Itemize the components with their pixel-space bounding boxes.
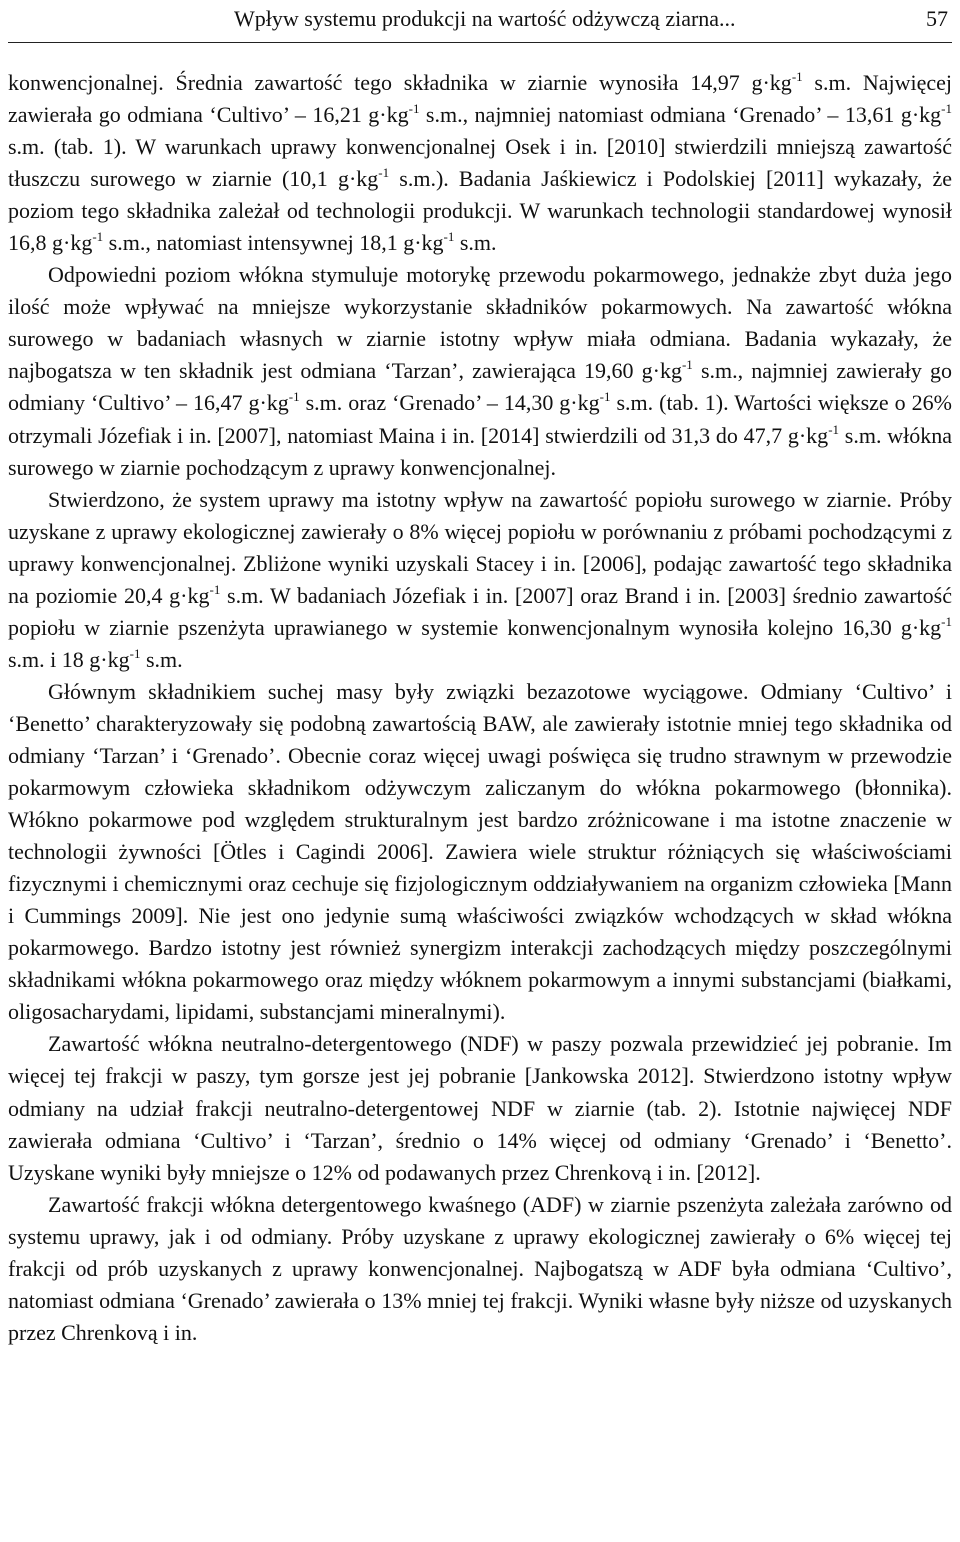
paragraph <box>8 1028 952 1188</box>
unit-exponent: -1 <box>941 101 952 117</box>
unit-exponent: -1 <box>378 165 390 181</box>
unit-exponent: -1 <box>828 421 840 437</box>
text-run: Zawartość frakcji włókna detergentowego kwaśnego (ADF) w ziarnie pszenżyta zależała zarówno od systemu uprawy, jak i od odmiany. Próby uzyskane z uprawy ekologicznej zawierały o 6% więcej tej frakcji od prób uzyskanych z uprawy konwencjonalnej. Najbogatszą w ADF była odmiana ‘Cultivo’, natomiast odmiana ‘Grenado’ zawierała o 13% mniej tej frakcji. Wyniki własne były niższe od uzyskanych przez Chrenkovą i in. <box>8 1191 952 1345</box>
text-run: s.m. <box>454 230 497 256</box>
unit-exponent: -1 <box>791 69 803 84</box>
text-run: s.m.). Badania Jaśkiewicz i Podolskiej [2011] wykazały, że poziom tego składnika zależał od technologii produkcji. W warunkach technologii standardowej wynosił 16,8 g·kg <box>8 166 952 256</box>
page-number: 57 <box>926 6 948 31</box>
text-run: s.m., najmniej zawierały go odmiany ‘Cultivo’ – 16,47 g·kg <box>8 358 952 416</box>
text-run: s.m. (tab. 1). Wartości większe o 26% otrzymali Józefiak i in. [2007], natomiast Maina i in. [2014] stwierdzili od 31,3 do 47,7 g·kg <box>8 390 952 448</box>
paragraph <box>8 676 952 1029</box>
paragraph <box>8 1189 952 1349</box>
running-title: Wpływ systemu produkcji na wartość odżywczą ziarna... <box>234 6 736 31</box>
text-run: s.m., najmniej natomiast odmiana ‘Grenado’ – 13,61 g·kg <box>419 102 942 128</box>
text-run: Głównym składnikiem suchej masy były związki bezazotowe wyciągowe. Odmiany ‘Cultivo’ i ‘Benetto’ charakteryzowały się podobną zawartością BAW, ale zawierały istotnie mniej tego składnika od odmiany ‘Tarzan’ i ‘Grenado’. Obecnie coraz więcej uwagi poświęca się trudno strawnym w przewodzie pokarmowym człowieka składnikom odżywczym zaliczanym do włókna pokarmowego (błonnika). Włókno pokarmowe pod względem strukturalnym jest bardzo zróżnicowane i ma istotne znaczenie w technologii żywności [Ötles i Cagindi 2006]. Zawiera wiele struktur różniących się właściwościami fizycznymi i chemicznymi oraz cechuje się fizjologicznym oddziaływaniem na organizm człowieka [Mann i Cummings 2009]. Nie jest ono jedynie sumą właściwości związków wchodzących w skład włókna pokarmowego. Bardzo istotny jest również synergizm interakcji zachodzących między poszczególnymi składnikami włókna pokarmowego oraz między włóknem pokarmowym a innymi substancjami (białkami, oligosacharydami, lipidami, substancjami mineralnymi). <box>8 678 952 1025</box>
unit-exponent: -1 <box>288 389 300 405</box>
unit-exponent: -1 <box>681 357 693 373</box>
unit-exponent: -1 <box>209 581 221 597</box>
text-run: konwencjonalnej. Średnia zawartość tego składnika w ziarnie wynosiła 14,97 g·kg <box>8 70 792 95</box>
text-run: s.m. włókna surowego w ziarnie pochodzącym z uprawy konwencjonalnej. <box>8 422 952 480</box>
text-run: s.m., natomiast intensywnej 18,1 g·kg <box>103 230 444 256</box>
text-run: s.m. (tab. 1). W warunkach uprawy konwencjonalnej Osek i in. [2010] stwierdzili mniejszą zawartość tłuszczu surowego w ziarnie (10,1 g·kg <box>8 134 952 192</box>
unit-exponent: -1 <box>92 229 104 245</box>
text-run: s.m. W badaniach Józefiak i in. [2007] oraz Brand i in. [2003] średnio zawartość popiołu w ziarnie pszenżyta uprawianego w systemie konwencjonalnym wynosiła kolejno 16,30 g·kg <box>8 582 952 640</box>
unit-exponent: -1 <box>129 645 141 661</box>
text-run: s.m. Najwięcej zawierała go odmiana ‘Cultivo’ – 16,21 g·kg <box>8 70 952 128</box>
paragraph <box>8 259 952 483</box>
paragraph <box>8 484 952 676</box>
unit-exponent: -1 <box>408 101 420 117</box>
header-rule <box>8 42 952 43</box>
text-run: Stwierdzono, że system uprawy ma istotny wpływ na zawartość popiołu surowego w ziarnie. Próby uzyskane z uprawy ekologicznej zawierały o 8% więcej popiołu w porównaniu z próbami pochodzącymi z uprawy konwencjonalnej. Zbliżone wyniki uzyskali Stacey i in. [2006], podając zawartość tego składnika na poziomie 20,4 g·kg <box>8 486 952 608</box>
text-run: Zawartość włókna neutralno-detergentowego (NDF) w paszy pozwala przewidzieć jej pobranie. Im więcej tej frakcji w paszy, tym gorsze jest jej pobranie [Jankowska 2012]. Stwierdzono istotny wpływ odmiany na udział frakcji neutralno-detergentowej NDF w ziarnie (tab. 2). Istotnie najwięcej NDF zawierała odmiana ‘Cultivo’ i ‘Tarzan’, średnio o 14% więcej od odmiany ‘Grenado’ i ‘Benetto’. Uzyskane wyniki były mniejsze o 12% od podawanych przez Chrenkovą i in. [2012]. <box>8 1031 952 1185</box>
text-run: Odpowiedni poziom włókna stymuluje motorykę przewodu pokarmowego, jednakże zbyt duża jego ilość może wpływać na mniejsze wykorzystanie składników pokarmowych. Na zawartość włókna surowego w badaniach własnych w ziarnie istotny wpływ miała odmiana. Badania wykazały, że najbogatsza w ten składnik jest odmiana ‘Tarzan’, zawierająca 19,60 g·kg <box>8 262 952 384</box>
text-run: s.m. i 18 g·kg <box>8 646 130 672</box>
paragraph <box>8 67 952 259</box>
unit-exponent: -1 <box>443 229 455 245</box>
text-run: s.m. <box>140 646 183 672</box>
text-run: s.m. oraz ‘Grenado’ – 14,30 g·kg <box>299 390 600 416</box>
unit-exponent: -1 <box>941 613 952 629</box>
unit-exponent: -1 <box>599 389 611 405</box>
body-text <box>8 67 952 1349</box>
